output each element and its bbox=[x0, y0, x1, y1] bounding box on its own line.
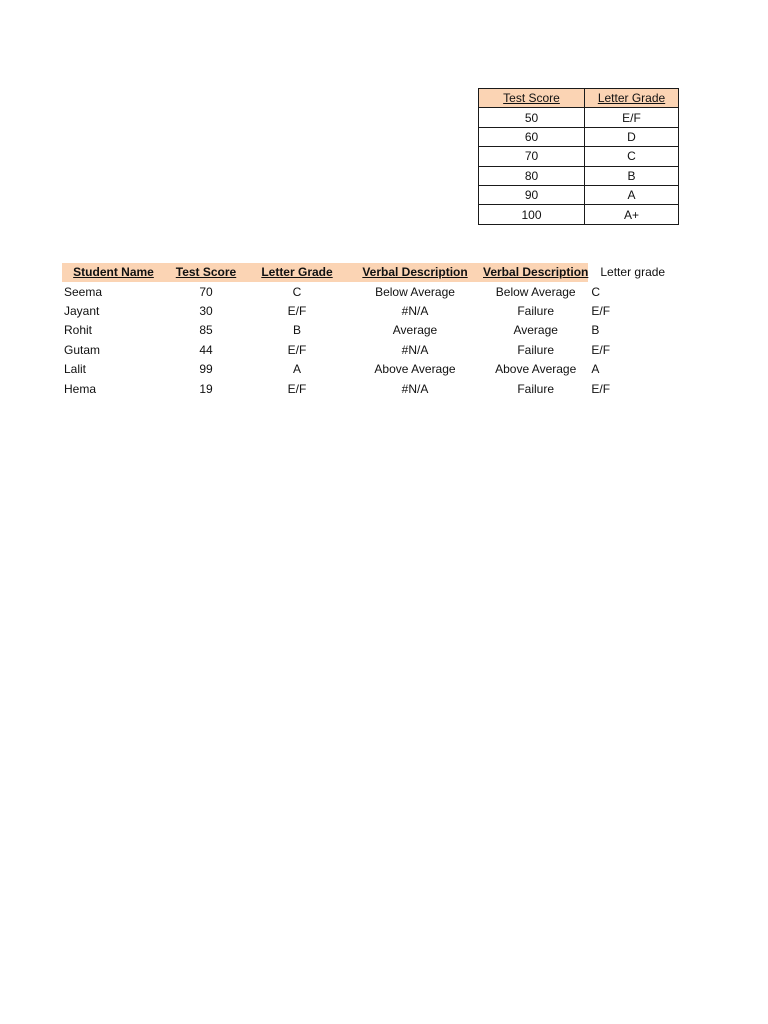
table-row bbox=[62, 321, 680, 340]
lookup-cell-grade[interactable]: D bbox=[585, 127, 679, 146]
header-test-score[interactable]: Test Score bbox=[165, 263, 247, 282]
cell-verbal-description-2[interactable]: Above Average bbox=[495, 362, 577, 377]
cell-letter-grade-lookup[interactable]: B bbox=[591, 323, 600, 338]
cell-student-name[interactable]: Hema bbox=[64, 381, 97, 396]
header-verbal-description-2[interactable]: Verbal Description bbox=[483, 263, 588, 282]
lookup-header-letter-grade[interactable]: Letter Grade bbox=[585, 89, 679, 108]
cell-test-score[interactable]: 99 bbox=[199, 362, 213, 377]
lookup-row bbox=[479, 166, 679, 185]
cell-verbal-description-1[interactable]: Average bbox=[392, 323, 438, 338]
cell-test-score[interactable]: 19 bbox=[199, 381, 213, 396]
lookup-row bbox=[479, 127, 679, 146]
table-row bbox=[62, 360, 680, 379]
table-row bbox=[62, 282, 680, 301]
cell-letter-grade[interactable]: A bbox=[292, 362, 301, 377]
cell-test-score[interactable]: 44 bbox=[199, 342, 213, 357]
cell-test-score[interactable]: 30 bbox=[199, 303, 213, 318]
cell-letter-grade[interactable]: B bbox=[292, 323, 301, 338]
lookup-cell-grade[interactable]: C bbox=[585, 147, 679, 166]
students-header-row bbox=[62, 263, 680, 282]
lookup-cell-grade[interactable]: A+ bbox=[585, 205, 679, 224]
lookup-cell-grade[interactable]: B bbox=[585, 166, 679, 185]
cell-student-name[interactable]: Gutam bbox=[64, 342, 101, 357]
lookup-cell-score[interactable]: 70 bbox=[479, 147, 585, 166]
table-row bbox=[62, 302, 680, 321]
lookup-row bbox=[479, 108, 679, 127]
cell-student-name[interactable]: Seema bbox=[64, 284, 103, 299]
header-student-name[interactable]: Student Name bbox=[62, 263, 165, 282]
students-table bbox=[62, 263, 680, 399]
lookup-row bbox=[479, 147, 679, 166]
cell-verbal-description-1[interactable]: #N/A bbox=[401, 303, 429, 318]
header-letter-grade[interactable]: Letter Grade bbox=[247, 263, 347, 282]
cell-letter-grade-lookup[interactable]: A bbox=[591, 362, 600, 377]
cell-student-name[interactable]: Jayant bbox=[64, 303, 100, 318]
lookup-row bbox=[479, 185, 679, 204]
lookup-header-test-score[interactable]: Test Score bbox=[479, 89, 585, 108]
cell-test-score[interactable]: 70 bbox=[199, 284, 213, 299]
lookup-cell-score[interactable]: 50 bbox=[479, 108, 585, 127]
grade-lookup-table bbox=[478, 88, 679, 225]
cell-student-name[interactable]: Rohit bbox=[64, 323, 93, 338]
table-row bbox=[62, 379, 680, 398]
cell-letter-grade-lookup[interactable]: E/F bbox=[591, 342, 611, 357]
cell-letter-grade-lookup[interactable]: E/F bbox=[591, 303, 611, 318]
cell-letter-grade-lookup[interactable]: C bbox=[591, 284, 601, 299]
cell-letter-grade[interactable]: E/F bbox=[287, 381, 307, 396]
cell-verbal-description-2[interactable]: Failure bbox=[517, 303, 555, 318]
cell-student-name[interactable]: Lalit bbox=[64, 362, 87, 377]
header-letter-grade-lookup[interactable]: Letter grade bbox=[600, 265, 666, 280]
lookup-cell-score[interactable]: 90 bbox=[479, 185, 585, 204]
cell-verbal-description-2[interactable]: Below Average bbox=[495, 284, 576, 299]
cell-verbal-description-1[interactable]: Below Average bbox=[375, 284, 455, 299]
cell-letter-grade[interactable]: E/F bbox=[287, 342, 307, 357]
lookup-cell-score[interactable]: 80 bbox=[479, 166, 585, 185]
cell-letter-grade-lookup[interactable]: E/F bbox=[591, 381, 611, 396]
lookup-header-row bbox=[479, 89, 679, 108]
cell-letter-grade[interactable]: E/F bbox=[287, 303, 307, 318]
cell-verbal-description-1[interactable]: #N/A bbox=[401, 381, 429, 396]
lookup-row bbox=[479, 205, 679, 224]
header-verbal-description-1[interactable]: Verbal Description bbox=[347, 263, 483, 282]
lookup-cell-score[interactable]: 60 bbox=[479, 127, 585, 146]
cell-test-score[interactable]: 85 bbox=[199, 323, 213, 338]
cell-verbal-description-1[interactable]: #N/A bbox=[401, 342, 429, 357]
cell-verbal-description-1[interactable]: Above Average bbox=[374, 362, 456, 377]
lookup-cell-grade[interactable]: A bbox=[585, 185, 679, 204]
cell-verbal-description-2[interactable]: Failure bbox=[517, 381, 555, 396]
lookup-cell-grade[interactable]: E/F bbox=[585, 108, 679, 127]
table-row bbox=[62, 341, 680, 360]
lookup-cell-score[interactable]: 100 bbox=[479, 205, 585, 224]
cell-verbal-description-2[interactable]: Average bbox=[513, 323, 558, 338]
cell-verbal-description-2[interactable]: Failure bbox=[517, 342, 555, 357]
cell-letter-grade[interactable]: C bbox=[292, 284, 302, 299]
